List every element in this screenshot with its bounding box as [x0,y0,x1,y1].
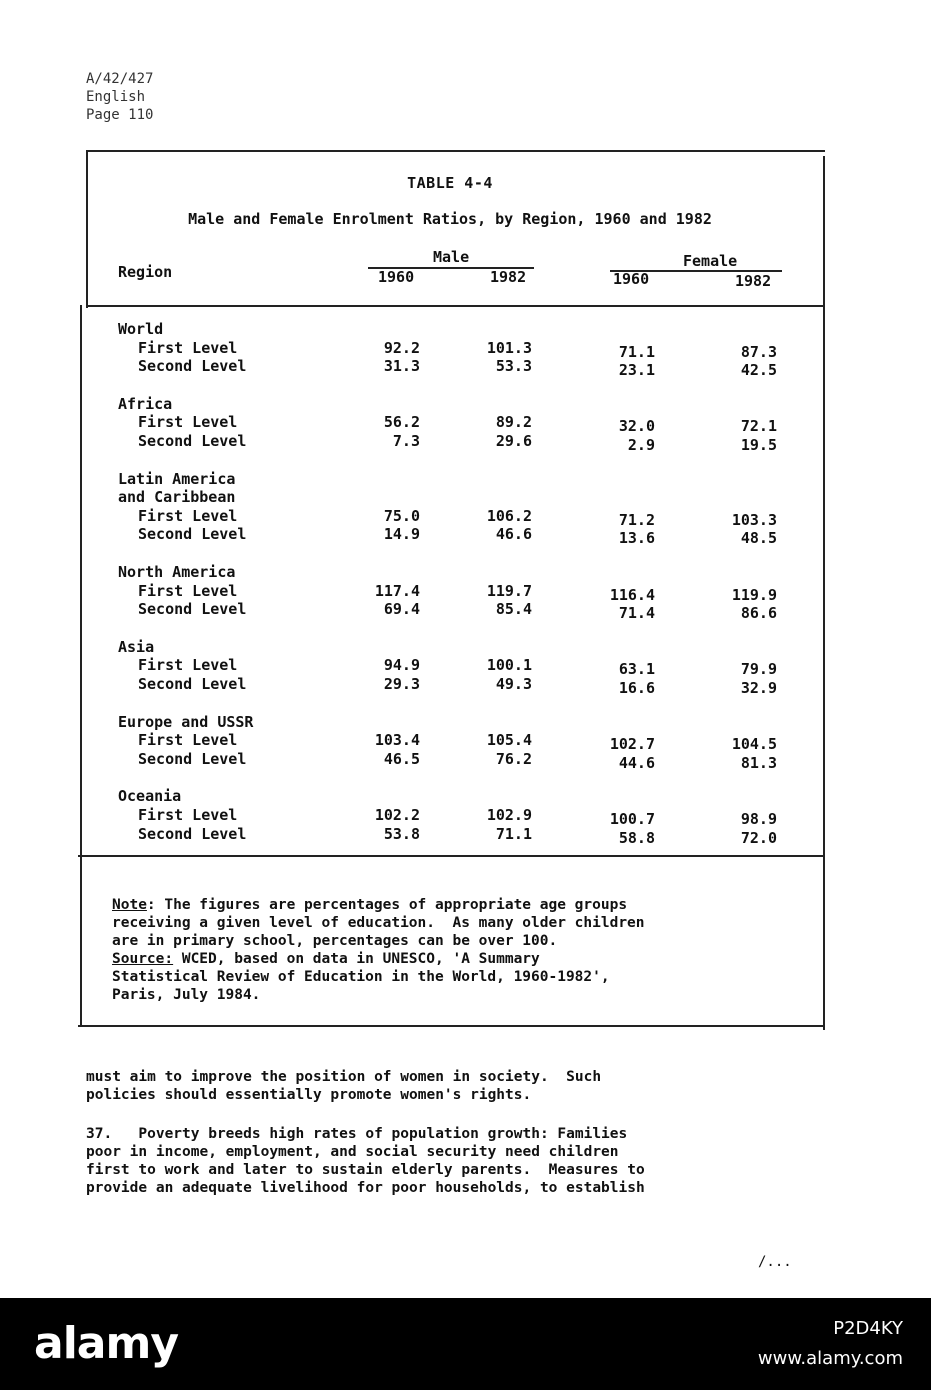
note-line-1: : The figures are percentages of appropriate age groups [146,897,628,913]
value-cell: 53.3 [495,357,532,376]
level-label: First Level [138,338,238,357]
paragraph-37-line: poor in income, employment, and social security need children [86,1144,619,1160]
value-cell: 104.5 [731,735,777,754]
female-1960-header: 1960 [613,270,650,288]
region-name: Oceania [118,787,182,806]
paragraph-37-line: first to work and later to sustain elderly parents. Measures to [86,1162,645,1178]
level-label: First Level [138,656,238,675]
level-label: Second Level [138,675,247,693]
region-name: Africa [118,394,173,413]
value-cell: 2.9 [627,436,655,454]
level-label: Second Level [138,432,247,450]
source-line-2: Statistical Review of Education in the World, 1960-1982', [112,969,610,985]
value-cell: 72.1 [740,417,777,436]
note-separator [78,855,825,857]
level-label: First Level [138,506,238,525]
paragraph-37 [86,1125,645,1197]
value-cell: 29.6 [495,432,532,450]
level-label: First Level [138,731,238,750]
value-cell: 71.1 [618,342,655,361]
value-cell: 102.2 [374,806,420,824]
value-cell: 75.0 [383,506,420,525]
value-cell: 105.4 [486,731,532,750]
value-cell: 48.5 [740,529,777,548]
region-name: Europe and USSR [118,712,254,731]
header-separator [86,305,825,307]
table-left-border-lower [80,305,82,1025]
paragraph-1-line: must aim to improve the position of women in society. Such [86,1069,602,1085]
value-cell: 46.5 [383,749,420,768]
value-cell: 32.9 [740,679,777,697]
watermark-url: www.alamy.com [757,1348,903,1369]
value-cell: 53.8 [383,824,420,843]
value-cell: 44.6 [618,753,655,772]
image-id: P2D4KY [833,1318,903,1339]
level-label: First Level [138,413,238,432]
value-cell: 46.6 [495,525,532,544]
level-label: Second Level [138,824,247,843]
value-cell: 76.2 [495,749,532,768]
value-cell: 13.6 [618,529,655,548]
value-cell: 98.9 [740,810,777,828]
table-right-border [823,156,825,1030]
value-cell: 92.2 [383,338,420,357]
value-cell: 119.7 [486,581,532,600]
male-group-header: Male [433,248,470,266]
value-cell: 69.4 [383,600,420,619]
value-cell: 85.4 [495,600,532,619]
value-cell: 106.2 [486,506,532,525]
note-label: Note [112,897,147,913]
value-cell: 29.3 [383,675,420,693]
source-line-3: Paris, July 1984. [112,987,261,1003]
value-cell: 79.9 [740,660,777,679]
value-cell: 16.6 [618,679,655,697]
paragraph-1-line: policies should essentially promote women's rights. [86,1087,532,1103]
value-cell: 63.1 [618,660,655,679]
table-title: TABLE 4-4 [407,174,493,192]
female-group-header: Female [683,252,738,270]
value-cell: 32.0 [618,417,655,436]
value-cell: 89.2 [495,413,532,432]
region-name: World [118,320,164,338]
region-name: Latin America [118,469,236,488]
value-cell: 19.5 [740,436,777,454]
value-cell: 102.9 [486,806,532,824]
value-cell: 117.4 [374,581,420,600]
paragraph-1 [86,1068,601,1104]
level-label: First Level [138,806,238,824]
level-label: First Level [138,581,238,600]
value-cell: 23.1 [618,361,655,380]
document-language: English [86,89,146,105]
value-cell: 94.9 [383,656,420,675]
value-cell: 100.7 [609,810,655,828]
value-cell: 72.0 [740,828,777,847]
region-name: Asia [118,637,155,656]
value-cell: 102.7 [609,735,655,754]
document-symbol: A/42/427 [86,71,154,87]
value-cell: 100.1 [486,656,532,675]
value-cell: 58.8 [618,828,655,847]
level-label: Second Level [138,357,247,376]
table-box [78,150,822,1030]
level-label: Second Level [138,600,247,619]
value-cell: 14.9 [383,525,420,544]
value-cell: 71.4 [618,604,655,623]
value-cell: 56.2 [383,413,420,432]
source-line-1: WCED, based on data in UNESCO, 'A Summary [173,951,540,967]
value-cell: 86.6 [740,604,777,623]
value-cell: 103.4 [374,731,420,750]
table-bottom-border [78,1025,825,1027]
watermark-bar [0,1298,931,1390]
level-label: Second Level [138,525,247,544]
female-1982-header: 1982 [735,272,772,290]
value-cell: 103.3 [731,510,777,529]
region-name: and Caribbean [118,488,236,507]
table-note [112,896,812,1004]
value-cell: 101.3 [486,338,532,357]
value-cell: 71.1 [495,824,532,843]
source-label: Source: [112,951,174,967]
note-line-3: are in primary school, percentages can be over 100. [112,933,558,949]
region-column-header: Region [118,263,173,281]
continuation-mark: /... [758,1254,792,1270]
page-number: Page 110 [86,107,154,123]
level-label: Second Level [138,749,247,768]
male-1960-header: 1960 [378,268,415,286]
paragraph-37-line: 37. Poverty breeds high rates of population growth: Families [86,1126,628,1142]
note-line-2: receiving a given level of education. As many older children [112,915,645,931]
value-cell: 7.3 [392,432,420,450]
value-cell: 31.3 [383,357,420,376]
region-name: North America [118,563,236,581]
value-cell: 49.3 [495,675,532,693]
table-top-border [88,150,825,152]
value-cell: 71.2 [618,510,655,529]
paragraph-37-line: provide an adequate livelihood for poor households, to establish [86,1180,645,1196]
male-1982-header: 1982 [490,268,527,286]
value-cell: 87.3 [740,342,777,361]
table-subtitle: Male and Female Enrolment Ratios, by Region, 1960 and 1982 [188,210,712,228]
document-header [86,70,153,124]
alamy-logo: alamy [34,1318,178,1369]
value-cell: 42.5 [740,361,777,380]
value-cell: 119.9 [731,585,777,604]
value-cell: 81.3 [740,753,777,772]
value-cell: 116.4 [609,585,655,604]
